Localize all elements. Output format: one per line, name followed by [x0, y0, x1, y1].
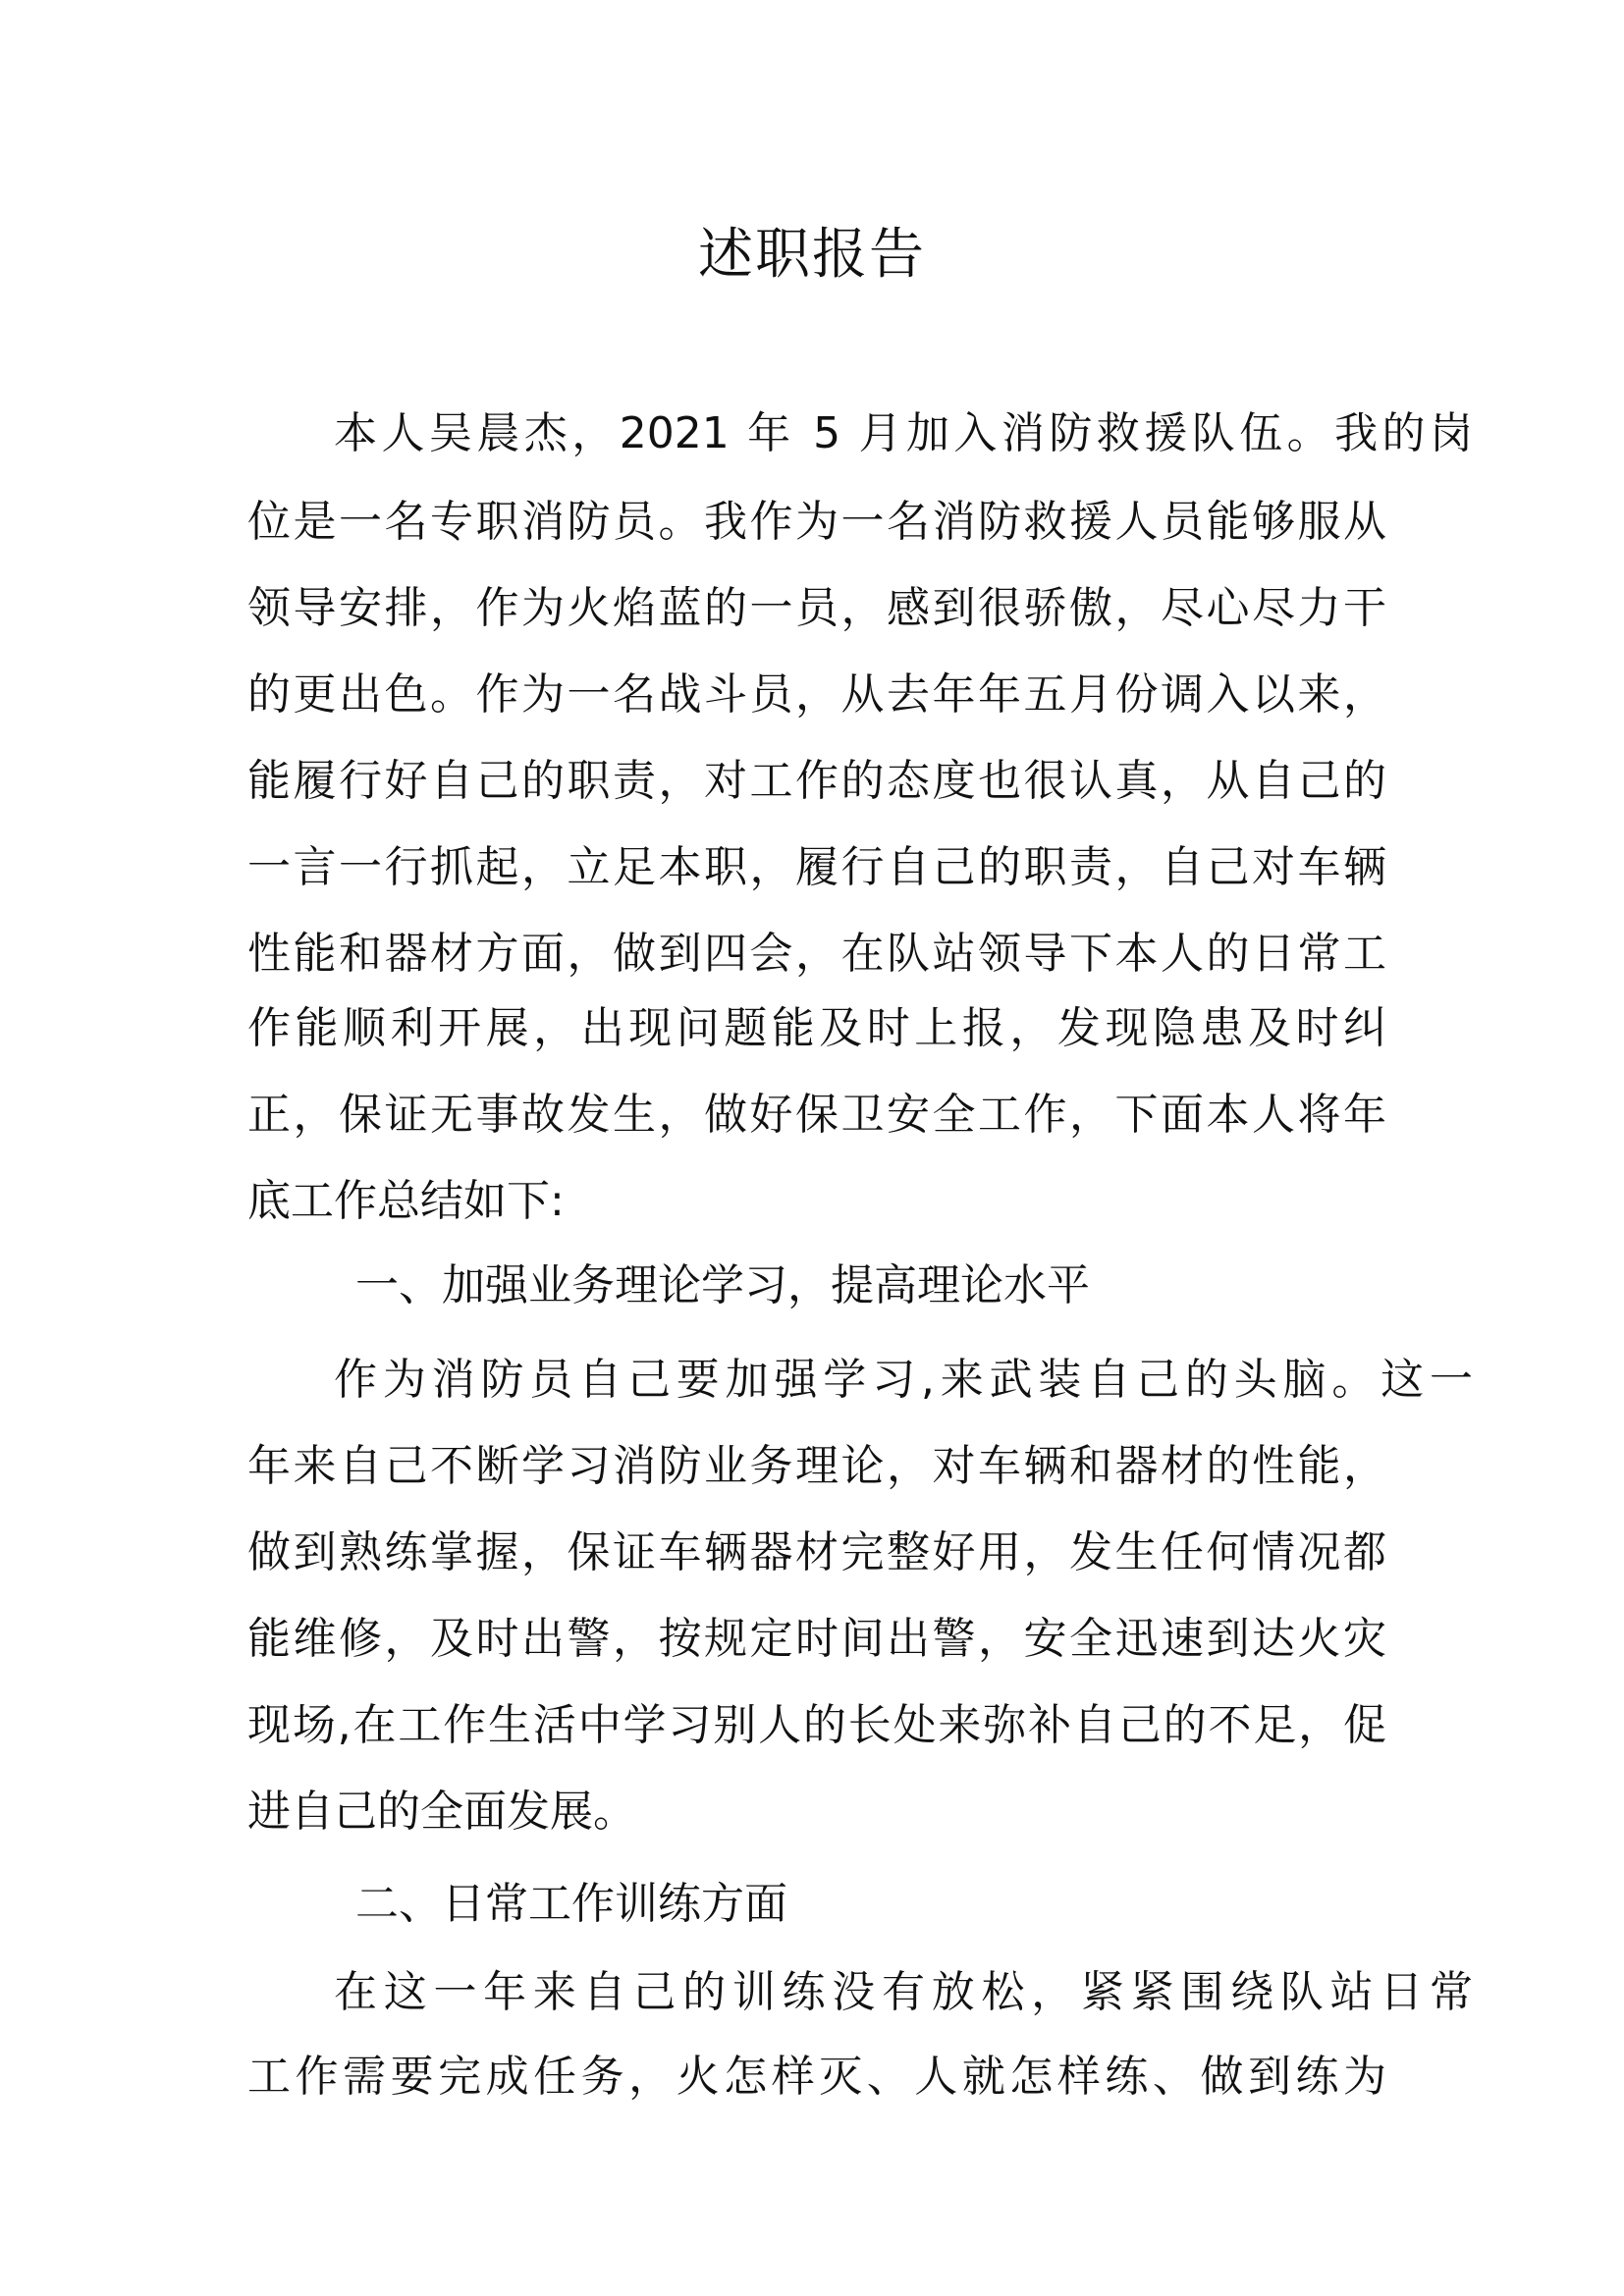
- section-heading-2: 二、日常工作训练方面: [355, 1879, 787, 1929]
- body-line-5: 能履行好自己的职责，对工作的态度也很认真，从自己的: [247, 756, 1386, 806]
- body-line-14: 做到熟练掌握，保证车辆器材完整好用，发生任何情况都: [247, 1527, 1386, 1577]
- body-line-1: 本人吴晨杰，2021 年 5 月加入消防救援队伍。我的岗: [334, 408, 1473, 458]
- section-heading-1: 一、加强业务理论学习，提高理论水平: [355, 1260, 1090, 1310]
- body-line-13: 年来自己不断学习消防业务理论，对车辆和器材的性能，: [247, 1441, 1386, 1491]
- body-line-6: 一言一行抓起，立足本职，履行自己的职责，自己对车辆: [247, 842, 1386, 892]
- body-line-19: 在这一年来自己的训练没有放松，紧紧围绕队站日常: [334, 1967, 1473, 2017]
- body-line-9: 正，保证无事故发生，做好保卫安全工作，下面本人将年: [247, 1090, 1386, 1140]
- body-line-2: 位是一名专职消防员。我作为一名消防救援人员能够服从: [247, 497, 1386, 547]
- body-line-8: 作能顺利开展，出现问题能及时上报，发现隐患及时纠: [247, 1003, 1386, 1053]
- body-line-3: 领导安排，作为火焰蓝的一员，感到很骄傲，尽心尽力干: [247, 583, 1386, 633]
- body-line-7: 性能和器材方面，做到四会，在队站领导下本人的日常工: [247, 929, 1386, 979]
- document-title: 述职报告: [698, 223, 926, 287]
- body-line-17: 进自己的全面发展。: [247, 1787, 636, 1837]
- body-line-12: 作为消防员自己要加强学习,来武装自己的头脑。这一: [334, 1355, 1473, 1405]
- body-line-10: 底工作总结如下:: [247, 1176, 565, 1226]
- body-line-16: 现场,在工作生活中学习别人的长处来弥补自己的不足，促: [247, 1700, 1386, 1750]
- body-line-20: 工作需要完成任务，火怎样灭、人就怎样练、做到练为: [247, 2052, 1386, 2102]
- body-line-4: 的更出色。作为一名战斗员，从去年年五月份调入以来，: [247, 669, 1386, 720]
- body-line-15: 能维修，及时出警，按规定时间出警，安全迅速到达火灾: [247, 1614, 1386, 1664]
